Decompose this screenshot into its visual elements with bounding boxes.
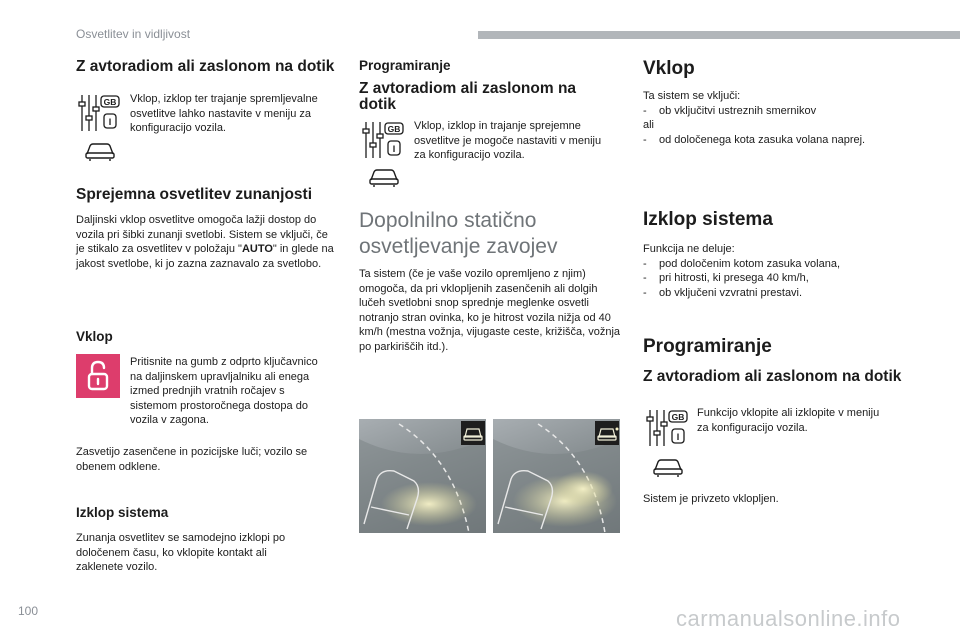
list-item: - od določenega kota zasuka volana naprej.: [643, 133, 866, 146]
list-item: - ob vključeni vzvratni prestavi.: [643, 286, 803, 299]
text-cornering-lights: Ta sistem (če je vaše vozilo opremljeno z njim) omogoča, da pri vklopljenih zasenčenih ali dolgih lučeh svetlobni snop sprednje meglenke osvetli notranjo stran ovinka, ko je hitrost vozila nižja od 40 km/h (mestna vožnja, vijugaste ceste, križišča, vožnja po parkiriščih itd.).: [359, 268, 621, 353]
text-on-note-col1: Zasvetijo zasenčene in pozicijske luči; vozilo se obenem odklene.: [76, 446, 308, 473]
unlock-button-icon-box: [76, 354, 120, 398]
car-icon: [84, 140, 116, 162]
header-bar: [478, 31, 960, 39]
i-badge: I: [108, 117, 112, 127]
car-icon: [652, 456, 684, 478]
text-screen-col1: Vklop, izklop ter trajanje spremljevalne osvetlitve lahko nastavite v meniju za konfiguracijo vozila.: [130, 93, 318, 134]
text-off-col3: [643, 242, 913, 300]
heading-programming-col3: Programiranje: [643, 336, 772, 357]
auto-label: AUTO: [241, 243, 273, 255]
gb-badge: GB: [671, 412, 685, 422]
watermark: carmanualsonline.info: [676, 606, 901, 631]
off-list: [643, 257, 913, 301]
heading-on-col3: Vklop: [643, 58, 695, 79]
text-off-col1: Zunanja osvetlitev se samodejno izklopi po določenem času, ko vklopite kontakt ali zaklenete vozilo.: [76, 532, 286, 573]
i-badge: I: [676, 432, 680, 442]
settings-sliders-icon: [76, 93, 122, 133]
text-welcome-lighting: Daljinski vklop osvetlitve omogoča lažji dostop do vozila pri šibki zunanji svetlobi. Sistem se vključi, če je stikalo za osvetlitev v položaju "AUTO" in glede na jakost svetlobe, ki jo zazna zaznavalo za svetlobo.: [76, 214, 334, 270]
gb-badge: GB: [387, 124, 401, 134]
heading-welcome-lighting: Sprejemna osvetlitev zunanjosti: [76, 186, 313, 203]
list-item: - pri hitrosti, ki presega 40 km/h,: [643, 272, 809, 284]
on-or: ali: [643, 119, 655, 131]
heading-off-col3: Izklop sistema: [643, 209, 773, 230]
car-icon: [368, 166, 400, 188]
i-badge: I: [392, 144, 396, 154]
off-intro: Funkcija ne deluje:: [643, 243, 735, 255]
settings-sliders-icon: [644, 408, 690, 448]
heading-cornering-lights: Dopolnilno statično osvetljevanje zavojev: [359, 209, 558, 258]
heading-programming-col2: Programiranje: [359, 58, 451, 73]
heading-screen-col2: Z avtoradiom ali zaslonom na dotik: [359, 80, 577, 113]
settings-sliders-icon: [360, 120, 406, 160]
unlock-icon: [76, 354, 120, 398]
heading-screen-col1: Z avtoradiom ali zaslonom na dotik: [76, 58, 335, 75]
text-on-col1: Pritisnite na gumb z odprto ključavnico na daljinskem upravljalniku ali enega izmed prednjih vratnih ročajev s sistemom prostoročnega dostopa do vozila v zagona.: [130, 356, 318, 426]
cornering-illustration-right: [493, 419, 620, 533]
text-screen-col2: Vklop, izklop in trajanje sprejemne osvetlitve je mogoče nastaviti v meniju za konfiguracijo vozila.: [414, 120, 602, 161]
text-screen-col3: Funkcijo vklopite ali izklopite v meniju za konfiguracijo vozila.: [697, 407, 880, 434]
on-list: [643, 104, 913, 119]
gb-badge: GB: [103, 97, 117, 107]
list-item: - ob vključitvi ustreznih smernikov: [643, 104, 817, 117]
on-intro: Ta sistem se vključi:: [643, 90, 741, 102]
text-on-col3: [643, 89, 913, 147]
chapter-title: Osvetlitev in vidljivost: [76, 27, 191, 41]
text-default-note: Sistem je privzeto vklopljen.: [643, 493, 779, 505]
heading-on-col1: Vklop: [76, 329, 113, 344]
heading-off-col1: Izklop sistema: [76, 505, 169, 520]
cornering-illustration-left: [359, 419, 486, 533]
heading-screen-col3: Z avtoradiom ali zaslonom na dotik: [643, 368, 902, 385]
list-item: - pod določenim kotom zasuka volana,: [643, 257, 840, 270]
page-number: 100: [18, 604, 39, 618]
